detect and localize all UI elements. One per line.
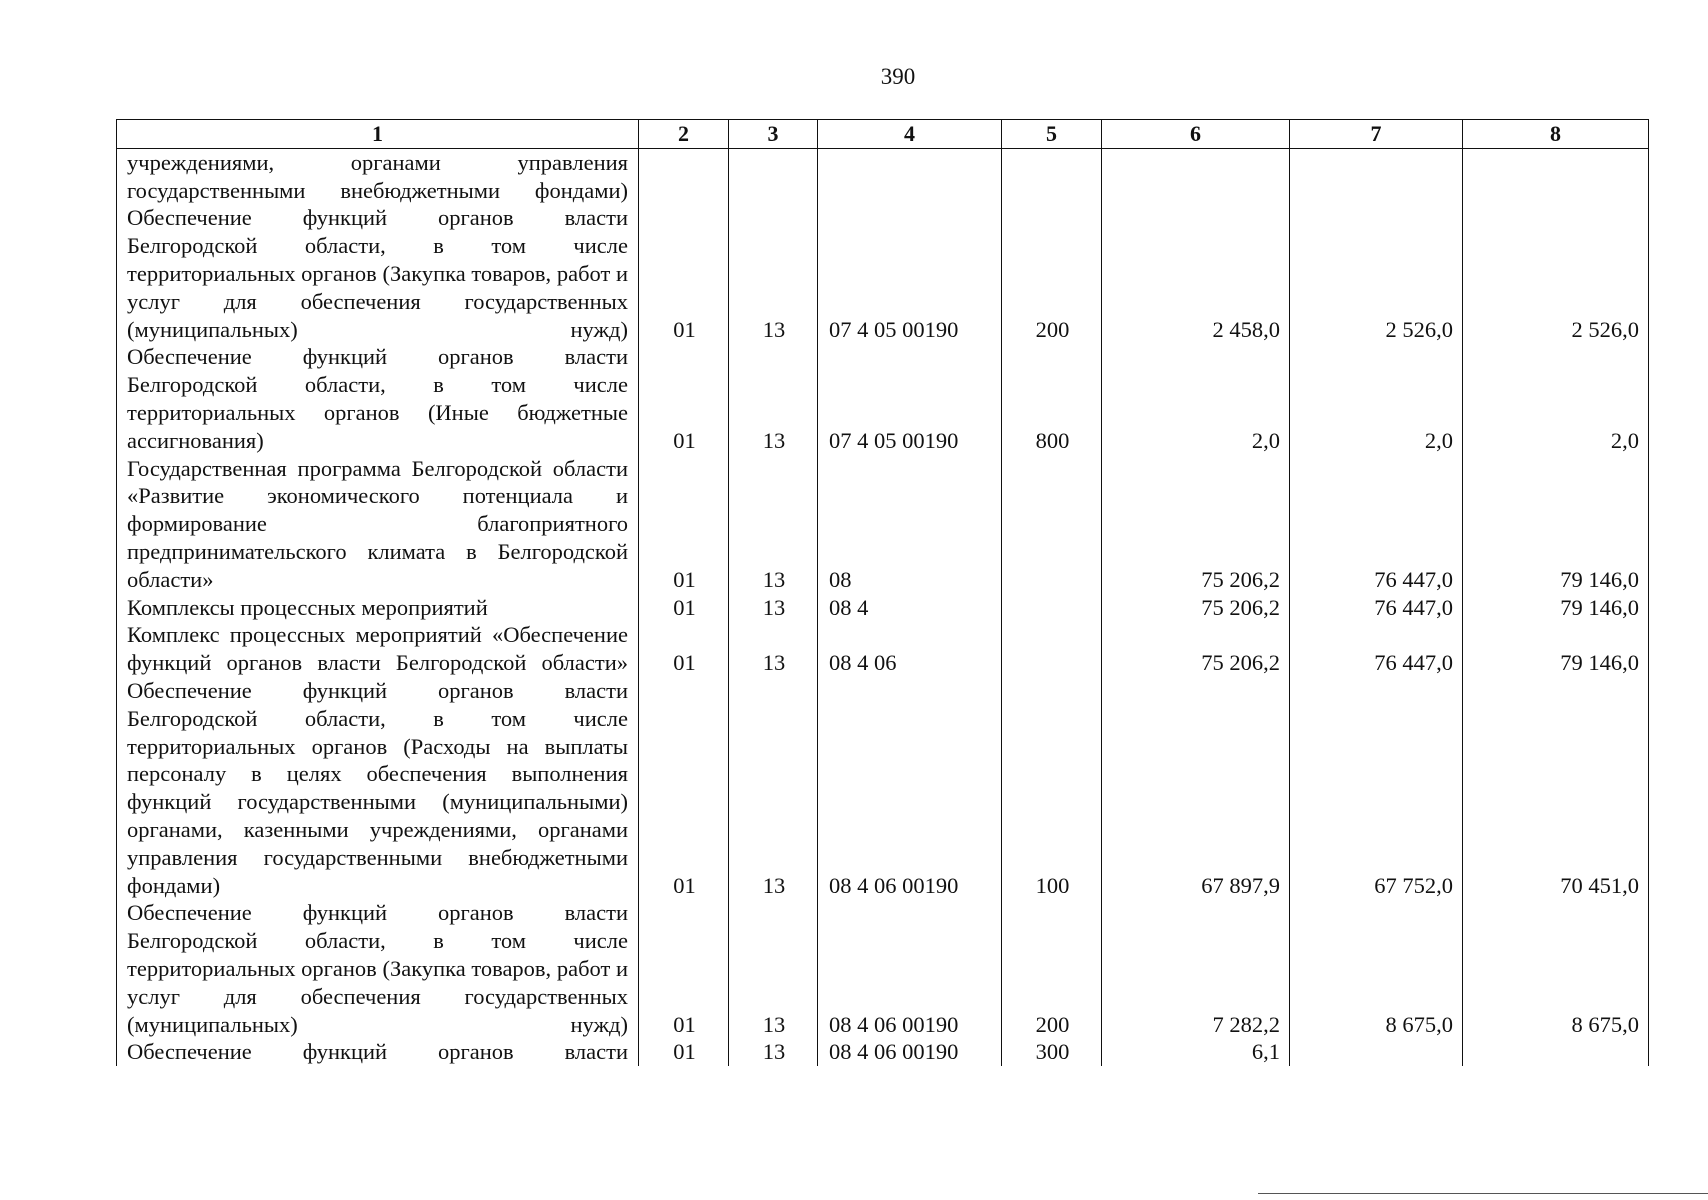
subsection-code: 13 bbox=[729, 455, 818, 594]
amount-col-6: 67 897,9 bbox=[1102, 677, 1290, 899]
amount-col-8: 70 451,0 bbox=[1463, 677, 1649, 899]
table-row bbox=[117, 204, 1649, 343]
amount-col-8 bbox=[1463, 148, 1649, 204]
table-row bbox=[117, 148, 1649, 204]
subsection-code: 13 bbox=[729, 1038, 818, 1066]
target-article-code bbox=[818, 148, 1002, 204]
expense-type-code: 300 bbox=[1002, 1038, 1102, 1066]
target-article-code: 07 4 05 00190 bbox=[818, 343, 1002, 454]
amount-col-8: 2 526,0 bbox=[1463, 204, 1649, 343]
col-header-5: 5 bbox=[1002, 120, 1102, 149]
section-code: 01 bbox=[639, 1038, 729, 1066]
amount-col-7 bbox=[1290, 1038, 1463, 1066]
amount-col-7: 2,0 bbox=[1290, 343, 1463, 454]
amount-col-7 bbox=[1290, 148, 1463, 204]
col-header-4: 4 bbox=[818, 120, 1002, 149]
amount-col-7: 8 675,0 bbox=[1290, 899, 1463, 1038]
target-article-code: 08 4 06 00190 bbox=[818, 899, 1002, 1038]
amount-col-8: 79 146,0 bbox=[1463, 455, 1649, 594]
subsection-code: 13 bbox=[729, 204, 818, 343]
row-description: Обеспечение функций органов власти Белгородской области, в том числе территориальных органов (Расходы на выплаты персоналу в целях обеспечения выполнения функций государственными (муниципальными) органами, казенными учреждениями, органами управления государственными внебюджетными фондами) bbox=[117, 677, 639, 899]
amount-col-6: 2,0 bbox=[1102, 343, 1290, 454]
section-code: 01 bbox=[639, 621, 729, 677]
budget-table bbox=[116, 119, 1649, 1066]
amount-col-7: 2 526,0 bbox=[1290, 204, 1463, 343]
target-article-code: 08 bbox=[818, 455, 1002, 594]
expense-type-code bbox=[1002, 455, 1102, 594]
target-article-code: 08 4 06 00190 bbox=[818, 677, 1002, 899]
target-article-code: 07 4 05 00190 bbox=[818, 204, 1002, 343]
table-row bbox=[117, 594, 1649, 622]
page-number: 390 bbox=[880, 64, 916, 89]
section-code: 01 bbox=[639, 343, 729, 454]
amount-col-6: 75 206,2 bbox=[1102, 621, 1290, 677]
amount-col-8 bbox=[1463, 1038, 1649, 1066]
amount-col-8: 79 146,0 bbox=[1463, 594, 1649, 622]
row-description: Комплексы процессных мероприятий bbox=[117, 594, 639, 622]
expense-type-code bbox=[1002, 594, 1102, 622]
target-article-code: 08 4 bbox=[818, 594, 1002, 622]
amount-col-7: 76 447,0 bbox=[1290, 455, 1463, 594]
amount-col-6: 75 206,2 bbox=[1102, 455, 1290, 594]
bottom-rule-line bbox=[1258, 1193, 1708, 1194]
amount-col-8: 8 675,0 bbox=[1463, 899, 1649, 1038]
amount-col-8: 2,0 bbox=[1463, 343, 1649, 454]
expense-type-code bbox=[1002, 148, 1102, 204]
amount-col-6: 2 458,0 bbox=[1102, 204, 1290, 343]
subsection-code: 13 bbox=[729, 343, 818, 454]
amount-col-6: 6,1 bbox=[1102, 1038, 1290, 1066]
amount-col-8: 79 146,0 bbox=[1463, 621, 1649, 677]
row-description: Государственная программа Белгородской области «Развитие экономического потенциала и формирование благоприятного предпринимательского климата в Белгородской области» bbox=[117, 455, 639, 594]
target-article-code: 08 4 06 bbox=[818, 621, 1002, 677]
col-header-8: 8 bbox=[1463, 120, 1649, 149]
section-code: 01 bbox=[639, 677, 729, 899]
subsection-code: 13 bbox=[729, 677, 818, 899]
expense-type-code: 200 bbox=[1002, 204, 1102, 343]
table-row bbox=[117, 677, 1649, 899]
table-row bbox=[117, 899, 1649, 1038]
expense-type-code bbox=[1002, 621, 1102, 677]
subsection-code bbox=[729, 148, 818, 204]
subsection-code: 13 bbox=[729, 899, 818, 1038]
header-row bbox=[117, 120, 1649, 149]
col-header-2: 2 bbox=[639, 120, 729, 149]
section-code: 01 bbox=[639, 594, 729, 622]
table-row bbox=[117, 1038, 1649, 1066]
expense-type-code: 800 bbox=[1002, 343, 1102, 454]
row-description: Комплекс процессных мероприятий «Обеспечение функций органов власти Белгородской области» bbox=[117, 621, 639, 677]
table-row bbox=[117, 343, 1649, 454]
amount-col-7: 76 447,0 bbox=[1290, 621, 1463, 677]
target-article-code: 08 4 06 00190 bbox=[818, 1038, 1002, 1066]
row-description: Обеспечение функций органов власти Белгородской области, в том числе территориальных органов (Закупка товаров, работ и услуг для обеспечения государственных (муниципальных) нужд) bbox=[117, 899, 639, 1038]
row-description: учреждениями, органами управления государственными внебюджетными фондами) bbox=[117, 148, 639, 204]
row-description: Обеспечение функций органов власти bbox=[117, 1038, 639, 1066]
col-header-6: 6 bbox=[1102, 120, 1290, 149]
col-header-1: 1 bbox=[117, 120, 639, 149]
row-description: Обеспечение функций органов власти Белгородской области, в том числе территориальных органов (Иные бюджетные ассигнования) bbox=[117, 343, 639, 454]
subsection-code: 13 bbox=[729, 594, 818, 622]
col-header-3: 3 bbox=[729, 120, 818, 149]
section-code: 01 bbox=[639, 455, 729, 594]
amount-col-7: 67 752,0 bbox=[1290, 677, 1463, 899]
amount-col-7: 76 447,0 bbox=[1290, 594, 1463, 622]
subsection-code: 13 bbox=[729, 621, 818, 677]
row-description: Обеспечение функций органов власти Белгородской области, в том числе территориальных органов (Закупка товаров, работ и услуг для обеспечения государственных (муниципальных) нужд) bbox=[117, 204, 639, 343]
section-code: 01 bbox=[639, 899, 729, 1038]
table-row bbox=[117, 621, 1649, 677]
table-row bbox=[117, 455, 1649, 594]
amount-col-6 bbox=[1102, 148, 1290, 204]
col-header-7: 7 bbox=[1290, 120, 1463, 149]
amount-col-6: 75 206,2 bbox=[1102, 594, 1290, 622]
section-code: 01 bbox=[639, 204, 729, 343]
section-code bbox=[639, 148, 729, 204]
expense-type-code: 100 bbox=[1002, 677, 1102, 899]
amount-col-6: 7 282,2 bbox=[1102, 899, 1290, 1038]
expense-type-code: 200 bbox=[1002, 899, 1102, 1038]
